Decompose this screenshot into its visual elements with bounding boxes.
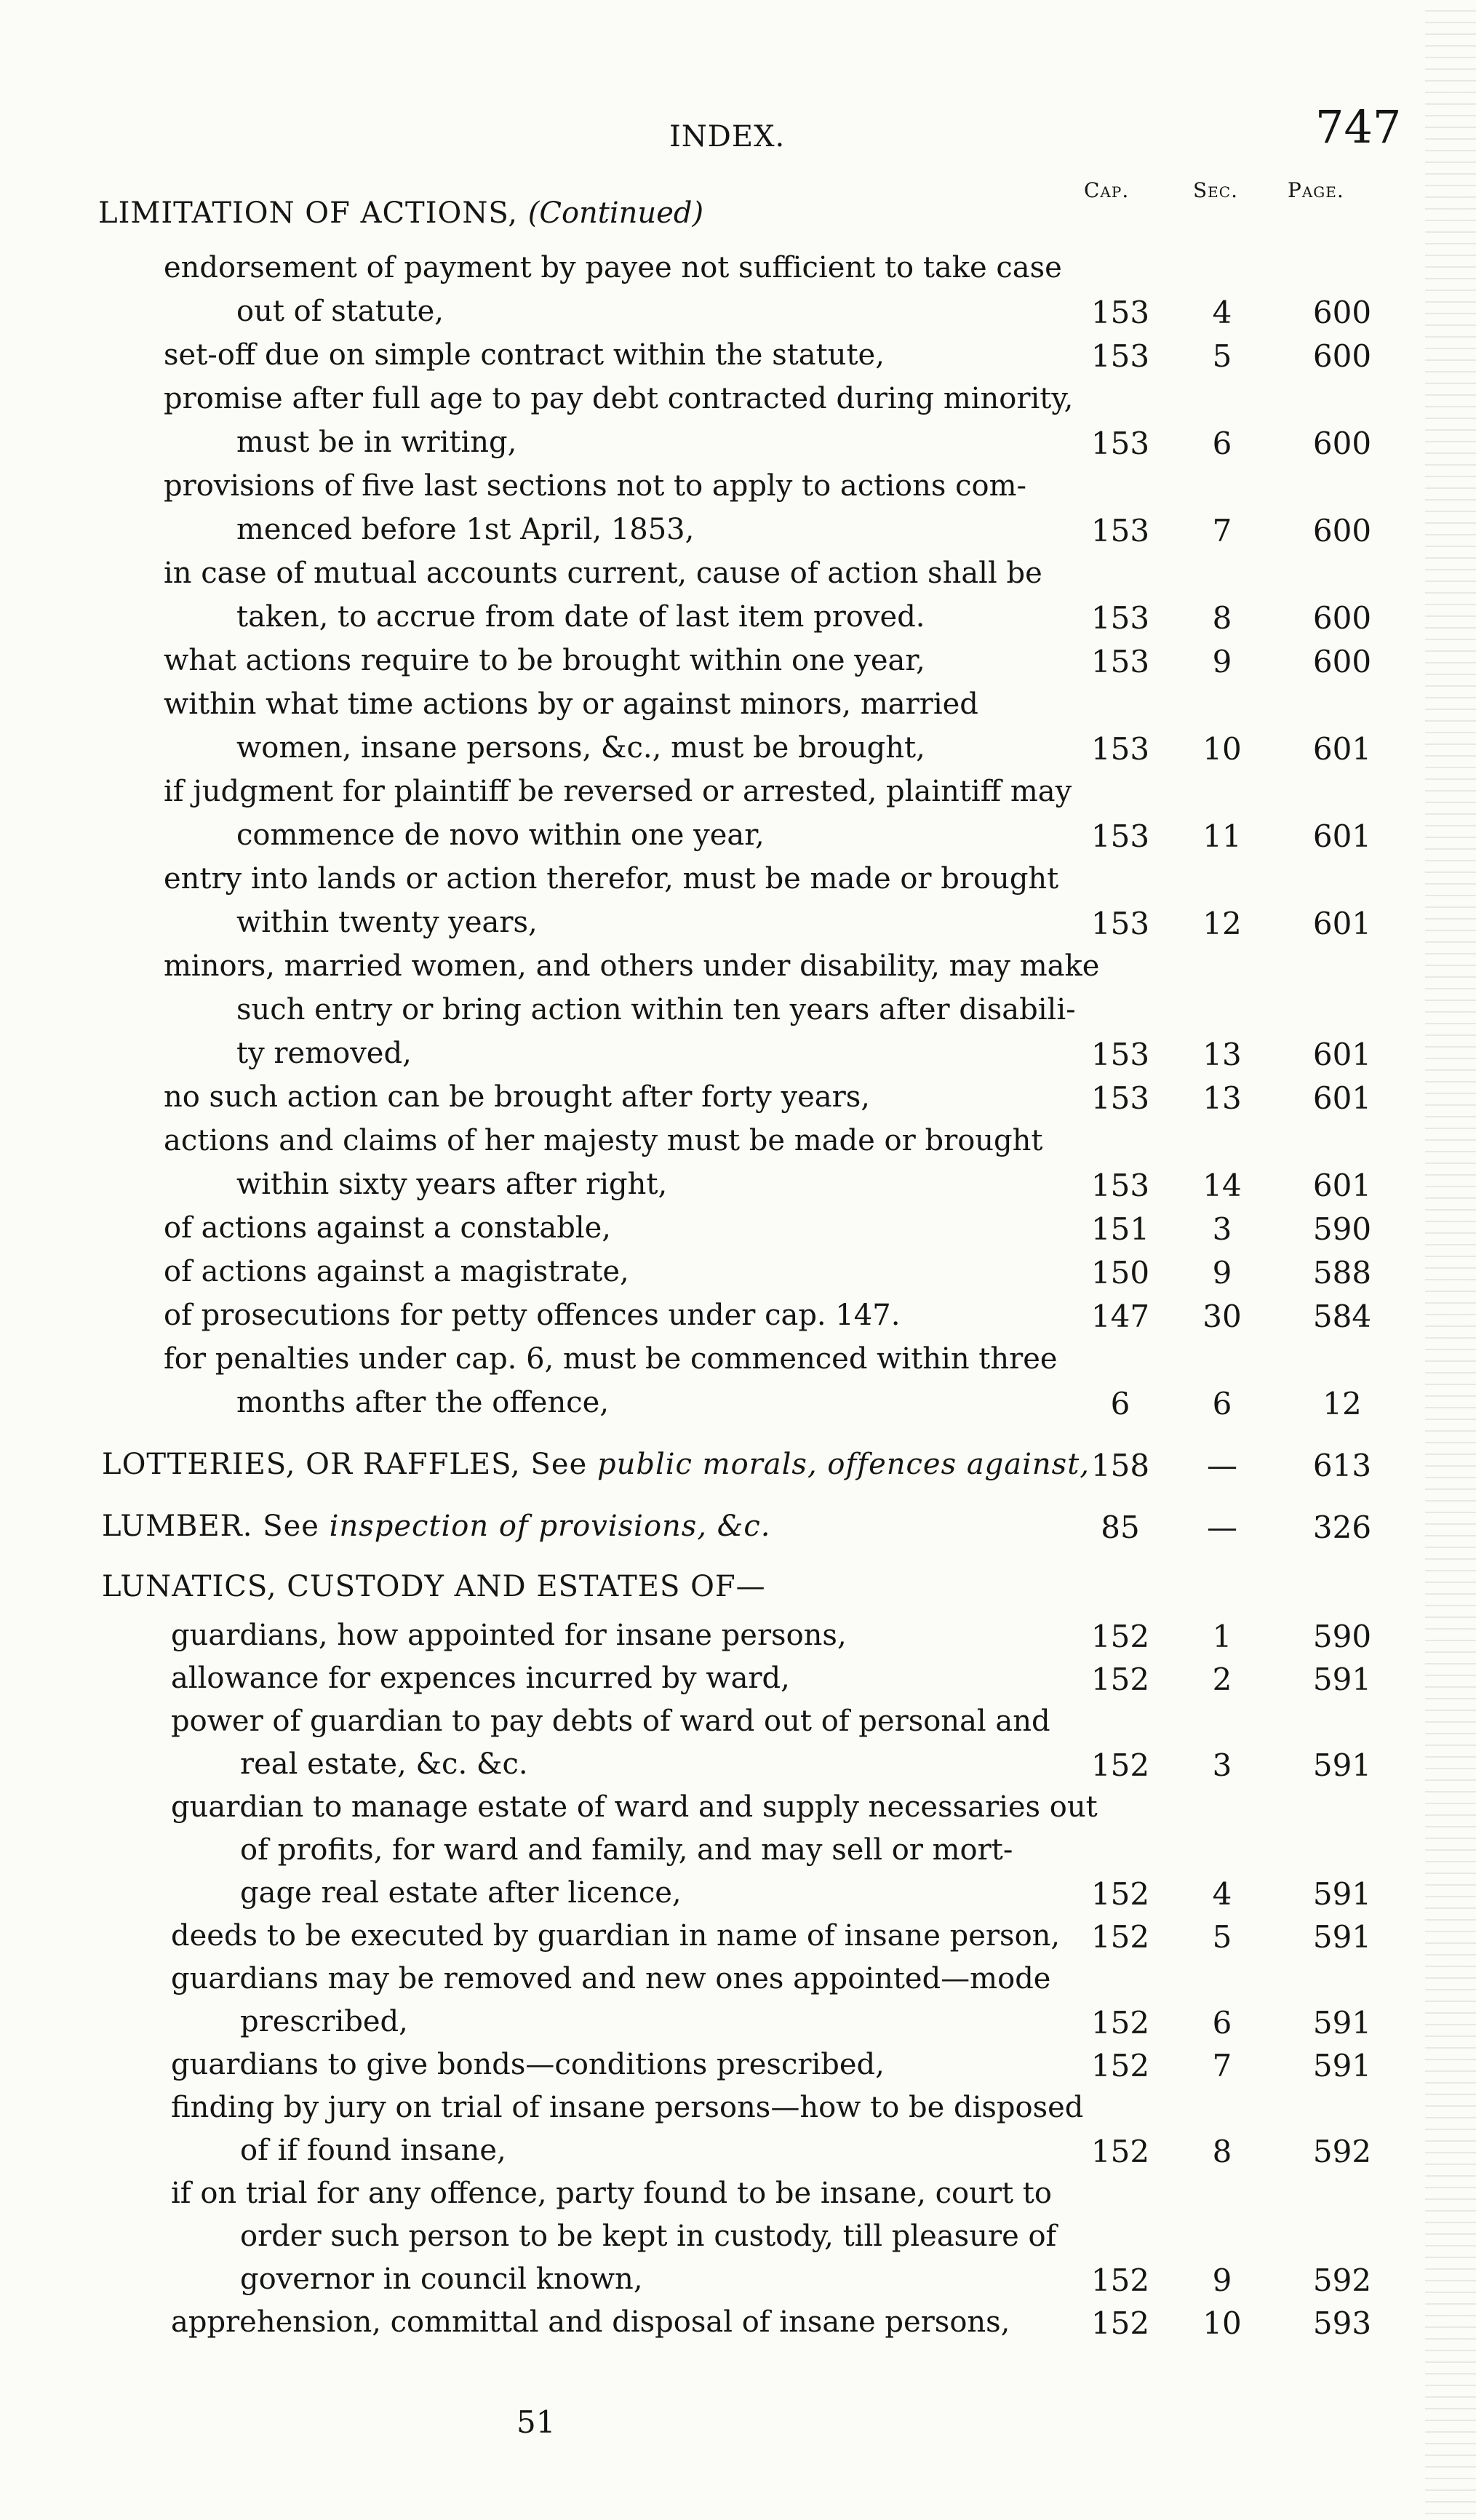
limitation-entry-line: what actions require to be brought within one year,	[164, 644, 925, 677]
heading-lotteries-ref: public morals, offences against,	[597, 1448, 1090, 1481]
lunatics-entry-sec: 5	[1212, 1919, 1232, 1955]
lunatics-entry-cap: 152	[1090, 1619, 1150, 1654]
limitation-entry-line: menced before 1st April, 1853,	[236, 513, 695, 546]
lunatics-entry-cap: 152	[1090, 1876, 1150, 1912]
limitation-entry-line: set-off due on simple contract within the statute,	[164, 338, 885, 372]
lunatics-entry-line: governor in council known,	[240, 2262, 643, 2296]
heading-lumber-ref: inspection of provisions, &c.	[329, 1510, 771, 1543]
column-header-sec: Sec.	[1193, 178, 1238, 202]
lunatics-entry-cap: 152	[1090, 1662, 1150, 1697]
limitation-entry-line: provisions of five last sections not to apply to actions com-	[164, 469, 1027, 503]
limitation-entry-line: of actions against a magistrate,	[164, 1255, 629, 1288]
limitation-entry-cap: 153	[1090, 338, 1150, 374]
lumber-cap: 85	[1101, 1510, 1140, 1545]
lunatics-entry-line: finding by jury on trial of insane persons—how to be disposed	[171, 2091, 1084, 2124]
heading-lumber-see: See	[263, 1510, 319, 1543]
limitation-entry-page: 600	[1312, 513, 1372, 549]
limitation-entry-page: 600	[1312, 644, 1372, 679]
limitation-entry-sec: 7	[1212, 513, 1232, 549]
section-heading-continued: (Continued)	[527, 196, 704, 230]
limitation-entry-page: 584	[1312, 1299, 1372, 1334]
limitation-entry-sec: 5	[1212, 338, 1232, 374]
limitation-entry-page: 600	[1312, 426, 1372, 461]
lumber-page: 326	[1312, 1510, 1372, 1545]
limitation-entry-cap: 153	[1090, 513, 1150, 549]
lunatics-entry-line: if on trial for any offence, party found to be insane, court to	[171, 2177, 1052, 2210]
limitation-entry-cap: 153	[1090, 644, 1150, 679]
limitation-entry-page: 590	[1312, 1211, 1372, 1247]
limitation-entry-line: women, insane persons, &c., must be brought,	[236, 731, 925, 765]
limitation-entry-line: taken, to accrue from date of last item proved.	[236, 600, 925, 634]
lunatics-entry-sec: 7	[1212, 2048, 1232, 2084]
lunatics-entry-cap: 152	[1090, 2048, 1150, 2084]
heading-lunatics: LUNATICS, CUSTODY AND ESTATES OF—	[102, 1570, 766, 1603]
heading-lumber-title: LUMBER.	[102, 1510, 253, 1543]
lunatics-entry-sec: 8	[1212, 2134, 1232, 2169]
lunatics-entry-page: 591	[1312, 2048, 1372, 2084]
limitation-entry-line: if judgment for plaintiff be reversed or arrested, plaintiff may	[164, 775, 1072, 808]
limitation-entry-page: 600	[1312, 600, 1372, 636]
lunatics-entry-sec: 2	[1212, 1662, 1232, 1697]
limitation-entry-page: 588	[1312, 1255, 1372, 1291]
limitation-entry-cap: 6	[1110, 1386, 1130, 1422]
heading-lotteries	[102, 1448, 1090, 1481]
lunatics-entry-line: apprehension, committal and disposal of insane persons,	[171, 2305, 1010, 2339]
limitation-entry-page: 601	[1312, 818, 1372, 854]
limitation-entry-line: promise after full age to pay debt contracted during minority,	[164, 382, 1074, 415]
limitation-entry-cap: 153	[1090, 1037, 1150, 1072]
limitation-entry-cap: 153	[1090, 731, 1150, 767]
limitation-entry-line: actions and claims of her majesty must be made or brought	[164, 1124, 1043, 1157]
lunatics-entry-page: 591	[1312, 1747, 1372, 1783]
lunatics-entry-page: 592	[1312, 2134, 1372, 2169]
lunatics-entry-line: deeds to be executed by guardian in name of insane person,	[171, 1919, 1061, 1953]
lunatics-entry-cap: 152	[1090, 2134, 1150, 2169]
lunatics-entry-sec: 4	[1212, 1876, 1232, 1912]
lunatics-entry-page: 591	[1312, 2005, 1372, 2041]
section-heading-limitation	[98, 196, 703, 230]
limitation-entry-sec: 14	[1202, 1168, 1242, 1203]
limitation-entry-cap: 153	[1090, 1168, 1150, 1203]
limitation-entry-sec: 9	[1212, 644, 1232, 679]
limitation-entry-line: of prosecutions for petty offences under cap. 147.	[164, 1299, 901, 1332]
limitation-entry-page: 601	[1312, 1037, 1372, 1072]
limitation-entry-sec: 12	[1202, 906, 1242, 941]
limitation-entry-page: 601	[1312, 1168, 1372, 1203]
lotteries-sec: —	[1207, 1448, 1237, 1483]
limitation-entry-sec: 10	[1202, 731, 1242, 767]
limitation-entry-sec: 6	[1212, 426, 1232, 461]
limitation-entry-sec: 13	[1202, 1080, 1242, 1116]
limitation-entry-sec: 13	[1202, 1037, 1242, 1072]
limitation-entry-cap: 153	[1090, 818, 1150, 854]
limitation-entry-cap: 153	[1090, 426, 1150, 461]
lunatics-entry-cap: 152	[1090, 2262, 1150, 2298]
limitation-entry-line: out of statute,	[236, 295, 444, 328]
lunatics-entry-cap: 152	[1090, 2305, 1150, 2341]
lunatics-entry-cap: 152	[1090, 1919, 1150, 1955]
lunatics-entry-line: guardian to manage estate of ward and supply necessaries out	[171, 1790, 1098, 1824]
lunatics-entry-page: 593	[1312, 2305, 1372, 2341]
lunatics-entry-line: of if found insane,	[240, 2134, 506, 2167]
lunatics-entry-line: guardians may be removed and new ones appointed—mode	[171, 1962, 1051, 1995]
limitation-entry-line: in case of mutual accounts current, cause of action shall be	[164, 557, 1042, 590]
page-number: 747	[1315, 100, 1402, 153]
lunatics-entry-line: prescribed,	[240, 2005, 408, 2038]
lunatics-entry-line: of profits, for ward and family, and may sell or mort-	[240, 1833, 1013, 1867]
lotteries-cap: 158	[1090, 1448, 1150, 1483]
limitation-entry-cap: 153	[1090, 906, 1150, 941]
limitation-entry-line: months after the offence,	[236, 1386, 610, 1419]
lunatics-entry-cap: 152	[1090, 2005, 1150, 2041]
limitation-entry-cap: 153	[1090, 295, 1150, 330]
limitation-entry-line: within twenty years,	[236, 906, 538, 939]
lunatics-entry-line: power of guardian to pay debts of ward out of personal and	[171, 1704, 1050, 1738]
lunatics-entry-page: 591	[1312, 1919, 1372, 1955]
limitation-entry-line: must be in writing,	[236, 426, 517, 459]
limitation-entry-line: entry into lands or action therefor, must be made or brought	[164, 862, 1059, 896]
limitation-entry-page: 601	[1312, 731, 1372, 767]
limitation-entry-line: such entry or bring action within ten years after disabili-	[236, 993, 1076, 1026]
lunatics-entry-sec: 9	[1212, 2262, 1232, 2298]
limitation-entry-line: of actions against a constable,	[164, 1211, 612, 1245]
limitation-entry-line: no such action can be brought after forty years,	[164, 1080, 870, 1114]
lunatics-entry-sec: 1	[1212, 1619, 1232, 1654]
signature-mark: 51	[516, 2404, 556, 2440]
lunatics-entry-line: real estate, &c. &c.	[240, 1747, 528, 1781]
limitation-entry-line: endorsement of payment by payee not sufficient to take case	[164, 251, 1062, 284]
lotteries-page: 613	[1312, 1448, 1372, 1483]
column-header-page: Page.	[1288, 178, 1344, 202]
limitation-entry-cap: 150	[1090, 1255, 1150, 1291]
limitation-entry-line: ty removed,	[236, 1037, 412, 1070]
limitation-entry-page: 601	[1312, 1080, 1372, 1116]
heading-lumber	[102, 1510, 771, 1543]
lunatics-entry-line: allowance for expences incurred by ward,	[171, 1662, 790, 1695]
lunatics-entry-page: 592	[1312, 2262, 1372, 2298]
limitation-entry-cap: 151	[1090, 1211, 1150, 1247]
limitation-entry-sec: 30	[1202, 1299, 1242, 1334]
limitation-entry-sec: 9	[1212, 1255, 1232, 1291]
lunatics-entry-line: guardians to give bonds—conditions prescribed,	[171, 2048, 885, 2081]
lunatics-entry-page: 591	[1312, 1876, 1372, 1912]
limitation-entry-page: 12	[1323, 1386, 1362, 1422]
lunatics-entry-page: 591	[1312, 1662, 1372, 1697]
limitation-entry-line: for penalties under cap. 6, must be commenced within three	[164, 1342, 1058, 1376]
lunatics-entry-line: gage real estate after licence,	[240, 1876, 682, 1910]
limitation-entry-sec: 4	[1212, 295, 1232, 330]
limitation-entry-line: commence de novo within one year,	[236, 818, 765, 852]
scan-edge-noise	[1425, 0, 1476, 2520]
limitation-entry-page: 600	[1312, 295, 1372, 330]
lunatics-entry-sec: 10	[1202, 2305, 1242, 2341]
limitation-entry-line: within what time actions by or against minors, married	[164, 687, 978, 721]
limitation-entry-cap: 147	[1090, 1299, 1150, 1334]
section-heading-text: LIMITATION OF ACTIONS,	[98, 196, 519, 230]
lunatics-entry-line: order such person to be kept in custody, till pleasure of	[240, 2220, 1057, 2253]
lunatics-entry-line: guardians, how appointed for insane persons,	[171, 1619, 847, 1652]
lunatics-entry-cap: 152	[1090, 1747, 1150, 1783]
lunatics-entry-sec: 6	[1212, 2005, 1232, 2041]
limitation-entry-sec: 11	[1202, 818, 1242, 854]
column-header-cap: Cap.	[1084, 178, 1130, 202]
heading-lotteries-see: See	[530, 1448, 588, 1481]
limitation-entry-line: minors, married women, and others under disability, may make	[164, 949, 1100, 983]
limitation-entry-sec: 8	[1212, 600, 1232, 636]
lunatics-entry-sec: 3	[1212, 1747, 1232, 1783]
lumber-sec: —	[1207, 1510, 1237, 1545]
limitation-entry-page: 601	[1312, 906, 1372, 941]
limitation-entry-cap: 153	[1090, 600, 1150, 636]
limitation-entry-cap: 153	[1090, 1080, 1150, 1116]
limitation-entry-sec: 6	[1212, 1386, 1232, 1422]
lunatics-entry-page: 590	[1312, 1619, 1372, 1654]
heading-lotteries-title: LOTTERIES, OR RAFFLES,	[102, 1448, 521, 1481]
limitation-entry-page: 600	[1312, 338, 1372, 374]
limitation-entry-line: within sixty years after right,	[236, 1168, 668, 1201]
limitation-entry-sec: 3	[1212, 1211, 1232, 1247]
page-title: INDEX.	[669, 120, 786, 153]
